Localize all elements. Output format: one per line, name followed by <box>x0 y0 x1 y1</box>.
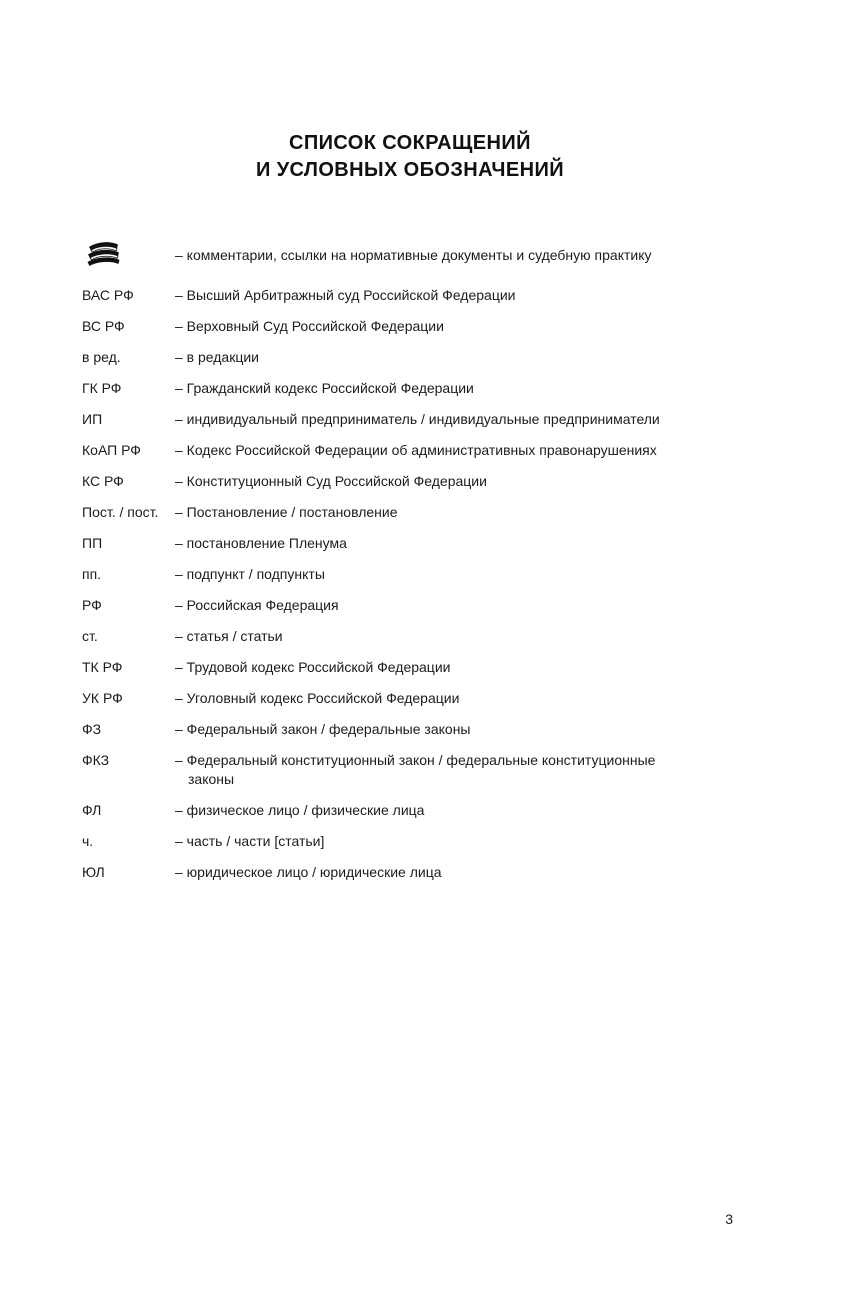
abbreviation-definition: – Федеральный закон / федеральные законы <box>175 721 471 737</box>
abbreviation-definition: – Постановление / постановление <box>175 504 398 520</box>
abbreviation-term: ЮЛ <box>82 864 105 880</box>
abbreviation-row <box>82 348 692 367</box>
abbreviation-definition: – юридическое лицо / юридические лица <box>175 864 442 880</box>
abbreviation-row <box>82 596 692 615</box>
abbreviation-definition: – Уголовный кодекс Российской Федерации <box>175 690 460 706</box>
abbreviation-term: пп. <box>82 566 102 582</box>
abbreviation-definition: – Высший Арбитражный суд Российской Федерации <box>175 287 516 303</box>
abbreviation-definition: – физическое лицо / физические лица <box>175 802 425 818</box>
abbreviation-term: ПП <box>82 535 103 551</box>
abbreviation-row <box>82 472 692 491</box>
abbreviation-row <box>82 689 692 708</box>
abbreviation-definition: – индивидуальный предприниматель / индивидуальные предприниматели <box>175 411 660 427</box>
abbreviation-term: ФЛ <box>82 802 102 818</box>
abbreviation-term: ВС РФ <box>82 318 125 334</box>
abbreviation-term: ГК РФ <box>82 380 122 396</box>
abbreviation-term: УК РФ <box>82 690 123 706</box>
abbreviation-definition: – Гражданский кодекс Российской Федерации <box>175 380 474 396</box>
abbreviation-row <box>82 627 692 646</box>
abbreviation-term: ФЗ <box>82 721 102 737</box>
abbreviation-row <box>82 503 692 522</box>
page-number: 3 <box>725 1211 733 1227</box>
abbreviation-row <box>82 863 692 882</box>
page-title-line-2: И УСЛОВНЫХ ОБОЗНАЧЕНИЙ <box>255 159 565 181</box>
abbreviation-definition: – статья / статьи <box>175 628 283 644</box>
abbreviation-row <box>82 410 692 429</box>
abbreviation-row <box>82 751 692 789</box>
abbreviation-definition: – Верховный Суд Российской Федерации <box>175 318 444 334</box>
abbreviation-row <box>82 238 692 272</box>
abbreviation-list <box>82 238 692 894</box>
page-title-line-1: СПИСОК СОКРАЩЕНИЙ <box>289 132 531 154</box>
abbreviation-row <box>82 317 692 336</box>
abbreviation-term: РФ <box>82 597 102 613</box>
abbreviation-definition: – в редакции <box>175 349 260 365</box>
abbreviation-row <box>82 534 692 553</box>
abbreviation-definition: – подпункт / подпункты <box>175 566 325 582</box>
abbreviation-row <box>82 832 692 851</box>
abbreviation-definition: – Кодекс Российской Федерации об административных правонарушениях <box>175 442 657 458</box>
abbreviation-definition: – Конституционный Суд Российской Федерации <box>175 473 487 489</box>
abbreviation-term: КС РФ <box>82 473 124 489</box>
abbreviation-definition: – Российская Федерация <box>175 597 339 613</box>
abbreviation-definition: – Трудовой кодекс Российской Федерации <box>175 659 451 675</box>
abbreviation-term: ТК РФ <box>82 659 123 675</box>
abbreviation-row <box>82 658 692 677</box>
abbreviation-term: ВАС РФ <box>82 287 134 303</box>
abbreviation-row <box>82 286 692 305</box>
abbreviation-row <box>82 720 692 739</box>
abbreviation-definition: – часть / части [статьи] <box>175 833 325 849</box>
abbreviation-term: ст. <box>82 628 98 644</box>
abbreviation-definition: – комментарии, ссылки на нормативные документы и судебную практику <box>175 246 652 263</box>
abbreviation-row <box>82 441 692 460</box>
abbreviation-term: ч. <box>82 833 94 849</box>
abbreviation-row <box>82 801 692 820</box>
abbreviation-term: ИП <box>82 411 103 427</box>
abbreviation-term: в ред. <box>82 349 121 365</box>
page-title <box>0 130 820 184</box>
abbreviation-term: ФКЗ <box>82 752 110 768</box>
abbreviation-definition: – постановление Пленума <box>175 535 347 551</box>
abbreviation-definition: – Федеральный конституционный закон / федеральные конституционные законы <box>175 752 656 787</box>
abbreviation-term: КоАП РФ <box>82 442 141 458</box>
abbreviation-term: Пост. / пост. <box>82 504 159 520</box>
abbreviation-row <box>82 379 692 398</box>
books-icon <box>82 238 175 272</box>
abbreviation-row <box>82 565 692 584</box>
